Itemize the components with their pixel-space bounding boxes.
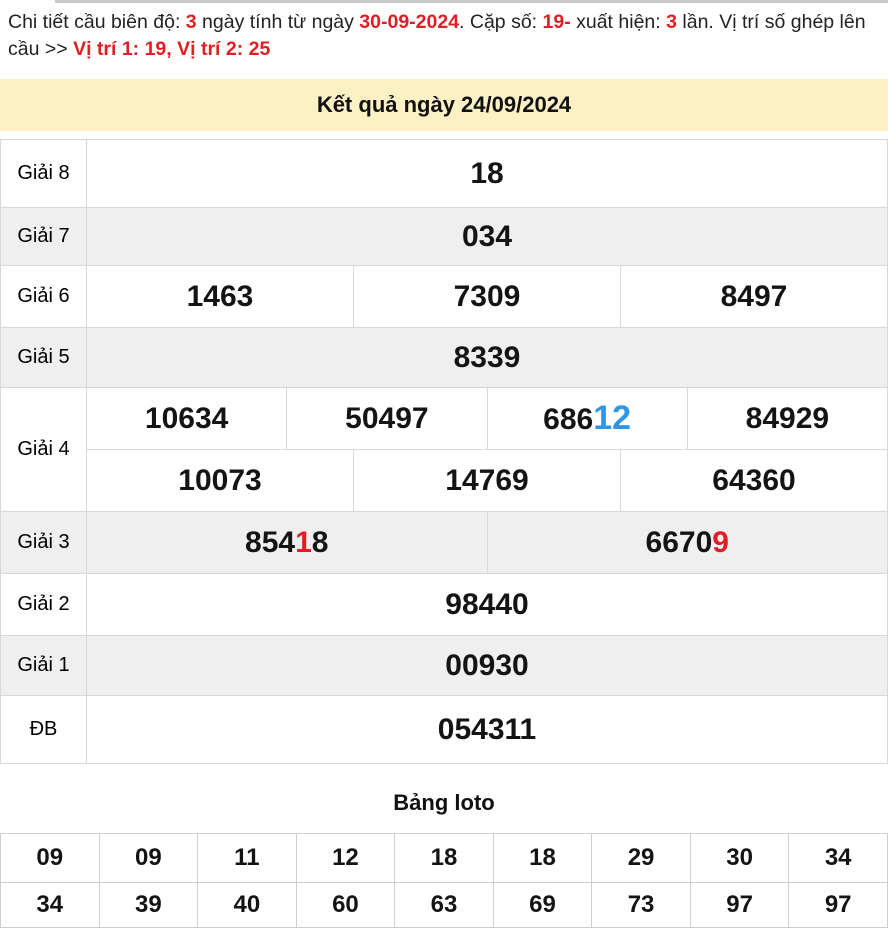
loto-cell: 18 xyxy=(395,834,494,883)
prize-label-giai-5: Giải 5 xyxy=(1,328,87,388)
loto-row-2 xyxy=(1,883,888,928)
giai-3-1-pre: 854 xyxy=(245,525,296,559)
prize-label-giai-1: Giải 1 xyxy=(1,636,87,696)
prize-value-dac-biet: 054311 xyxy=(87,696,888,764)
prize-label-giai-2: Giải 2 xyxy=(1,574,87,636)
prize-label-giai-7: Giải 7 xyxy=(1,208,87,266)
loto-cell: 39 xyxy=(99,883,198,928)
summary-pair-number: 19- xyxy=(542,11,571,33)
loto-cell-highlighted-big: 12 xyxy=(296,834,395,883)
loto-cell: 40 xyxy=(198,883,297,928)
prize-value-giai-2: 98440 xyxy=(87,574,888,636)
loto-cell: 29 xyxy=(592,834,691,883)
prize-value-giai-4-4: 84929 xyxy=(687,388,887,450)
summary-positions: Vị trí 1: 19, Vị trí 2: 25 xyxy=(73,38,271,60)
loto-cell: 63 xyxy=(395,883,494,928)
prize-value-giai-6-3: 8497 xyxy=(621,266,888,328)
giai-3-2-highlighted-digit: 9 xyxy=(712,525,729,559)
prize-label-giai-3: Giải 3 xyxy=(1,512,87,574)
summary-text: xuất hiện: xyxy=(570,11,667,33)
loto-cell: 97 xyxy=(690,883,789,928)
prize-value-giai-4-5: 10073 xyxy=(87,450,354,512)
giai-3-1-post: 8 xyxy=(311,525,329,559)
loto-cell: 34 xyxy=(789,834,888,883)
prize-label-giai-4: Giải 4 xyxy=(1,388,87,512)
summary-text: lần. Vị trí số ghép lên cầu >> xyxy=(8,11,866,60)
prize-row-giai-5 xyxy=(1,328,888,388)
prize-value-giai-6-1: 1463 xyxy=(87,266,354,328)
prize-label-dac-biet: ĐB xyxy=(1,696,87,764)
loto-cell: 69 xyxy=(493,883,592,928)
prize-value-giai-5: 8339 xyxy=(87,328,888,388)
prize-value-giai-7: 034 xyxy=(87,208,888,266)
giai-3-2-pre: 6670 xyxy=(645,525,713,559)
prize-value-giai-6-2: 7309 xyxy=(354,266,621,328)
prize-value-giai-3-2 xyxy=(487,512,888,574)
summary-text: . Cặp số: xyxy=(459,11,543,33)
summary-text: Chi tiết cầu biên độ: xyxy=(8,11,186,33)
loto-cell: 97 xyxy=(789,883,888,928)
loto-row-1 xyxy=(1,834,888,883)
prize-row-dac-biet xyxy=(1,696,888,764)
prize-label-giai-6: Giải 6 xyxy=(1,266,87,328)
prize-value-giai-8: 18 xyxy=(87,140,888,208)
bridge-detail-summary xyxy=(0,3,888,63)
loto-cell: 09 xyxy=(99,834,198,883)
prize-row-giai-6 xyxy=(1,266,888,328)
giai-3-1-highlighted-digit: 1 xyxy=(295,525,312,559)
prize-value-giai-1: 00930 xyxy=(87,636,888,696)
summary-days-count: 3 xyxy=(185,11,197,33)
prize-value-giai-4-7: 64360 xyxy=(621,450,888,512)
prize-label-giai-8: Giải 8 xyxy=(1,140,87,208)
loto-cell-highlighted: 11 xyxy=(198,834,297,883)
prize-row-giai-8 xyxy=(1,140,888,208)
prize-row-giai-7 xyxy=(1,208,888,266)
prize-row-giai-4b xyxy=(1,450,888,512)
prize-results-table xyxy=(0,139,888,764)
loto-cell: 09 xyxy=(1,834,100,883)
loto-cell: 60 xyxy=(296,883,395,928)
prize-row-giai-1 xyxy=(1,636,888,696)
prize-row-giai-2 xyxy=(1,574,888,636)
prize-row-giai-4a xyxy=(1,388,888,450)
prize-value-giai-4-2: 50497 xyxy=(287,388,487,450)
summary-occurrence-count: 3 xyxy=(666,11,677,33)
prize-value-giai-4-3 xyxy=(487,388,687,450)
summary-text: ngày tính từ ngày xyxy=(196,11,360,33)
prize-row-giai-3 xyxy=(1,512,888,574)
loto-table-title: Bảng loto xyxy=(393,790,495,815)
prize-value-giai-4-6: 14769 xyxy=(354,450,621,512)
loto-cell: 18 xyxy=(493,834,592,883)
loto-table xyxy=(0,833,888,928)
prize-value-giai-3-1 xyxy=(87,512,488,574)
prize-value-giai-4-1: 10634 xyxy=(87,388,287,450)
giai-4-3-black-part: 686 xyxy=(543,403,594,436)
loto-cell: 73 xyxy=(592,883,691,928)
loto-cell: 34 xyxy=(1,883,100,928)
result-date-banner: Kết quả ngày 24/09/2024 xyxy=(0,79,888,131)
loto-cell: 30 xyxy=(690,834,789,883)
giai-4-3-highlighted-pair: 12 xyxy=(593,399,632,437)
summary-start-date: 30-09-2024 xyxy=(359,11,460,33)
